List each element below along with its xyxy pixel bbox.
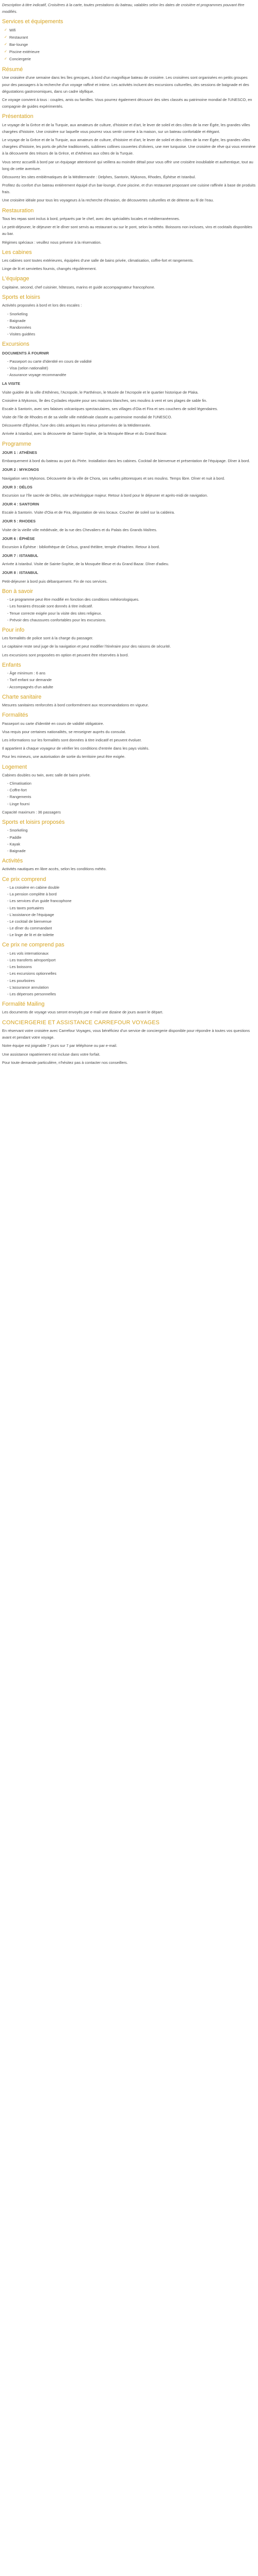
list-item: - Les dépenses personnelles	[7, 991, 256, 997]
list-item: - Visites guidées	[7, 331, 256, 337]
pas-compris-title: Ce prix ne comprend pas	[2, 942, 64, 948]
day-text: Escale à Santorin. Visite d'Oia et de Fira, dégustation de vins locaux. Coucher de soleil sur la caldeira.	[2, 510, 175, 515]
paragraph: Passeport ou carte d'identité en cours de validité obligatoire.	[2, 721, 104, 726]
paragraph: Activités proposées à bord et lors des escales :	[2, 303, 82, 308]
paragraph: Une assistance rapatriement est incluse dans votre forfait.	[2, 1052, 101, 1057]
day-label: JOUR 6 : ÉPHÈSE	[2, 536, 35, 541]
sports-loisirs-list	[2, 827, 256, 854]
day-label: JOUR 3 : DÉLOS	[2, 484, 33, 489]
day-label: JOUR 1 : ATHÈNES	[2, 450, 37, 455]
capacite-text: Capacité maximum : 36 passagers	[2, 809, 61, 815]
list-item: - Le linge de lit et de toilette	[7, 931, 256, 938]
day-label: JOUR 4 : SANTORIN	[2, 502, 39, 507]
list-item: - L'assistance de l'équipage	[7, 911, 256, 918]
paragraph: Les excursions sont proposées en option et peuvent être réservées à bord.	[2, 652, 129, 657]
paragraph: Visa requis pour certaines nationalités, se renseigner auprès du consulat.	[2, 729, 126, 734]
logement-title: Logement	[2, 764, 27, 770]
paragraph: Pour les mineurs, une autorisation de sortie du territoire peut être exigée.	[2, 754, 126, 759]
services-list	[2, 27, 256, 63]
enfants-title: Enfants	[2, 662, 21, 668]
paragraph: Ce voyage convient à tous : couples, amis ou familles. Vous pourrez également découvrir des sites classés au patrimoine mondial de l'UNESCO, en compagnie de guides expérimentés.	[2, 97, 252, 109]
sports-loisirs-title: Sports et loisirs proposés	[2, 819, 65, 825]
paragraph: Linge de lit et serviettes fournis, changés régulièrement.	[2, 266, 97, 272]
paragraph: Les formalités de police sont à la charge du passager.	[2, 636, 93, 641]
paragraph: Mesures sanitaires renforcées à bord conformément aux recommandations en vigueur.	[2, 703, 149, 708]
list-item: ✓ Restaurant	[9, 34, 256, 41]
list-item: - La croisière en cabine double	[7, 884, 256, 891]
presentation-title: Présentation	[2, 113, 34, 120]
activites-title: Activités	[2, 858, 23, 865]
list-item: - Randonnées	[7, 324, 256, 331]
list-item: - Accompagnés d'un adulte	[7, 684, 256, 690]
charte-title: Charte sanitaire	[2, 693, 42, 700]
day-text: Embarquement à bord du bateau au port du Pirée. Installation dans les cabines. Cocktail de bienvenue et présentation de l'équipage. Dîner à bord.	[2, 459, 250, 464]
list-item: - Prévoir des chaussures confortables pour les excursions.	[7, 617, 256, 623]
day-text: Arrivée à Istanbul. Visite de Sainte-Sophie, de la Mosquée Bleue et du Grand Bazar. Dîner d'adieu.	[2, 562, 169, 567]
day-text: Petit-déjeuner à bord puis débarquement. Fin de nos services.	[2, 579, 108, 584]
intro-text: Description à titre indicatif, Croisières à la carte, toutes prestations du bateau, valables selon les dates de croisière et programmes pouvant être modifiés.	[2, 3, 245, 14]
list-item: - La pension complète à bord	[7, 891, 256, 897]
list-item: - Tarif enfant sur demande	[7, 676, 256, 683]
paragraph: Arrivée à Istanbul, avec la découverte de Sainte-Sophie, de la Mosquée Bleue et du Grand Bazar.	[2, 431, 168, 436]
list-item: - Les taxes portuaires	[7, 905, 256, 911]
list-item: - Les excursions optionnelles	[7, 970, 256, 977]
list-item: - Baignade	[7, 848, 256, 854]
bon-a-savoir-title: Bon à savoir	[2, 588, 34, 595]
compris-list	[2, 884, 256, 938]
day-text: Visite de la vieille ville médiévale, de la rue des Chevaliers et du Palais des Grands Maîtres.	[2, 527, 157, 532]
paragraph: Découverte d'Éphèse, l'une des cités antiques les mieux préservées de la Méditerranée.	[2, 423, 151, 428]
list-item: - Tenue correcte exigée pour la visite des sites religieux.	[7, 610, 256, 617]
enfants-list	[2, 670, 256, 690]
restauration-title: Restauration	[2, 207, 34, 214]
list-item: - Rangements	[7, 793, 256, 800]
documents-subtitle: DOCUMENTS À FOURNIR	[2, 350, 49, 355]
list-item: - Le programme peut être modifié en fonction des conditions météorologiques.	[7, 596, 256, 603]
day-label: JOUR 2 : MYKONOS	[2, 467, 39, 472]
cabines-title: Les cabines	[2, 249, 32, 256]
paragraph: Régimes spéciaux : veuillez nous prévenir à la réservation.	[2, 240, 102, 245]
list-item: - Baignade	[7, 317, 256, 324]
programme-title: Programme	[2, 440, 31, 447]
bon-a-savoir-list	[2, 596, 256, 623]
paragraph: Profitez du confort d'un bateau entièrement équipé d'un bar-lounge, d'une piscine, et d'un restaurant proposant une cuisine raffinée à base de produits frais.	[2, 183, 256, 195]
list-item: - Les boissons	[7, 963, 256, 970]
paragraph: Le capitaine reste seul juge de la navigation et peut modifier l'itinéraire pour des raisons de sécurité.	[2, 644, 171, 649]
documents-list	[2, 358, 256, 379]
paragraph: Pour toute demande particulière, n'hésitez pas à contacter nos conseillers.	[2, 1060, 128, 1065]
paragraph: Visite de l'île de Rhodes et de sa vieille ville médiévale classée au patrimoine mondial de l'UNESCO.	[2, 415, 172, 420]
services-title: Services et équipements	[2, 19, 63, 25]
pas-compris-list	[2, 950, 256, 997]
la-visite-subtitle: LA VISITE	[2, 381, 21, 386]
list-item: - Kayak	[7, 841, 256, 848]
day-label: JOUR 7 : ISTANBUL	[2, 553, 39, 558]
paragraph: Découvrez les sites emblématiques de la Méditerranée : Delphes, Santorin, Mykonos, Rhodes, Éphèse et Istanbul.	[2, 174, 196, 179]
list-item: - Visa (selon nationalité)	[7, 365, 256, 371]
paragraph: En réservant votre croisière avec Carrefour Voyages, vous bénéficiez d'un service de conciergerie disponible pour répondre à toutes vos questions avant et pendant votre voyage.	[2, 1028, 250, 1040]
list-item: ✓ Piscine extérieure	[9, 48, 256, 56]
list-item: - Passeport ou carte d'identité en cours de validité	[7, 358, 256, 365]
sport-list	[2, 311, 256, 338]
paragraph: Capitaine, second, chef cuisinier, hôtesses, marins et guide accompagnateur francophone.	[2, 284, 155, 290]
list-item: - Les horaires d'escale sont donnés à titre indicatif.	[7, 603, 256, 609]
list-item: - Âge minimum : 6 ans	[7, 670, 256, 676]
list-item: - Snorkeling	[7, 311, 256, 317]
day-text: Excursion sur l'île sacrée de Délos, site archéologique majeur. Retour à bord pour le déjeuner et après-midi de navigation.	[2, 493, 208, 498]
list-item: - Paddle	[7, 834, 256, 841]
paragraph: Tous les repas sont inclus à bord, préparés par le chef, avec des spécialités locales et méditerranéennes.	[2, 216, 180, 222]
paragraph: Le voyage de la Grèce et de la Turquie, aux amateurs de culture, d'histoire et d'art, le lever de soleil et des côtes de la mer Égée, les grandes villes chargées d'histoire, les ports de pêche traditionnels, sublimes collines couvertes d'oliviers, une mer turquoise. Une croisière de rêve qui vous emmène à la découverte des trésors de la Grèce, et d'Athènes aux côtes de la Turquie.	[2, 138, 256, 156]
paragraph: Il appartient à chaque voyageur de vérifier les conditions d'entrée dans les pays visités.	[2, 746, 150, 751]
list-item: ✓ Conciergerie	[9, 56, 256, 63]
list-item: - Le cocktail de bienvenue	[7, 918, 256, 925]
paragraph: Les cabines sont toutes extérieures, équipées d'une salle de bains privée, climatisation, coffre-fort et rangements.	[2, 258, 194, 263]
cruise-description-page	[0, 0, 258, 1066]
day-text: Navigation vers Mykonos. Découverte de la ville de Chora, ses ruelles pittoresques et ses moulins. Temps libre. Dîner et nuit à bord.	[2, 476, 225, 481]
formalite-mailing-title: Formalité Mailing	[2, 1001, 45, 1008]
list-item: - Les pourboires	[7, 977, 256, 984]
paragraph: Les informations sur les formalités sont données à titre indicatif et peuvent évoluer.	[2, 738, 142, 743]
paragraph: Croisière à Mykonos, île des Cyclades réputée pour ses maisons blanches, ses moulins à vent et ses plages de sable fin.	[2, 398, 207, 403]
list-item: - Les vols internationaux	[7, 950, 256, 957]
sport-title: Sports et loisirs	[2, 294, 40, 301]
list-item: ✓ Bar-lounge	[9, 41, 256, 48]
pour-info-title: Pour info	[2, 626, 25, 633]
list-item: - Climatisation	[7, 780, 256, 787]
paragraph: Cabines doubles ou twin, avec salle de bains privée.	[2, 772, 91, 777]
excursions-title: Excursions	[2, 341, 29, 348]
day-label: JOUR 5 : RHODES	[2, 519, 36, 524]
paragraph: Escale à Santorin, avec ses falaises volcaniques spectaculaires, ses villages d'Oia et Fira et ses couchers de soleil légendaires.	[2, 406, 218, 411]
paragraph: Vous serez accueilli à bord par un équipage attentionné qui veillera au moindre détail pour vous offrir une croisière inoubliable et authentique, tout au long de cette aventure.	[2, 159, 253, 171]
paragraph: Notre équipe est joignable 7 jours sur 7 par téléphone ou par e-mail.	[2, 1043, 118, 1048]
formalites-title: Formalités	[2, 712, 28, 719]
paragraph: Les documents de voyage vous seront envoyés par e-mail une dizaine de jours avant le départ.	[2, 1010, 164, 1015]
equipage-title: L'équipage	[2, 276, 29, 282]
list-item: - Les transferts aéroport/port	[7, 957, 256, 963]
list-item: - Le dîner du commandant	[7, 925, 256, 931]
list-item: ✓ Wifi	[9, 27, 256, 34]
compris-title: Ce prix comprend	[2, 876, 46, 883]
paragraph: Le voyage de la Grèce et de la Turquie, aux amateurs de culture, d'histoire et d'art, le lever de soleil et des côtes de la mer Égée, les grandes villes chargées d'histoire. Une croisière sur laquelle vous pourrez vous sentir comme à la maison, sur un bateau confortable et élégant.	[2, 122, 250, 134]
list-item: - Linge fourni	[7, 801, 256, 807]
conciergerie-title: CONCIERGERIE ET ASSISTANCE CARREFOUR VOYAGES	[2, 1019, 160, 1026]
paragraph: Une croisière idéale pour tous les voyageurs à la recherche d'évasion, de découvertes culturelles et de détente au fil de l'eau.	[2, 198, 214, 203]
paragraph: Le petit-déjeuner, le déjeuner et le dîner sont servis au restaurant ou sur le pont, selon la météo. Boissons non incluses, vins et cocktails disponibles au bar.	[2, 225, 252, 236]
day-text: Excursion à Éphèse : bibliothèque de Celsus, grand théâtre, temple d'Hadrien. Retour à bord.	[2, 544, 160, 549]
logement-list	[2, 780, 256, 807]
resume-title: Résumé	[2, 66, 23, 73]
list-item: - Snorkeling	[7, 827, 256, 834]
list-item: - Assurance voyage recommandée	[7, 371, 256, 378]
list-item: - Les services d'un guide francophone	[7, 897, 256, 904]
paragraph: Visite guidée de la ville d'Athènes, l'Acropole, le Parthénon, le Musée de l'Acropole et le quartier historique de Plaka.	[2, 389, 199, 395]
paragraph: Une croisière d'une semaine dans les îles grecques, à bord d'un magnifique bateau de croisière. Les croisières sont organisées en petits groupes pour des passagers à la recherche d'un voyage raffiné et intime. Les activités incluent des excursions culturelles, des sessions de baignade et des dégustations gastronomiques, dans un cadre idyllique.	[2, 75, 249, 94]
list-item: - L'assurance annulation	[7, 984, 256, 991]
paragraph: Activités nautiques en libre accès, selon les conditions météo.	[2, 867, 107, 872]
day-label: JOUR 8 : ISTANBUL	[2, 570, 39, 575]
list-item: - Coffre-fort	[7, 787, 256, 793]
